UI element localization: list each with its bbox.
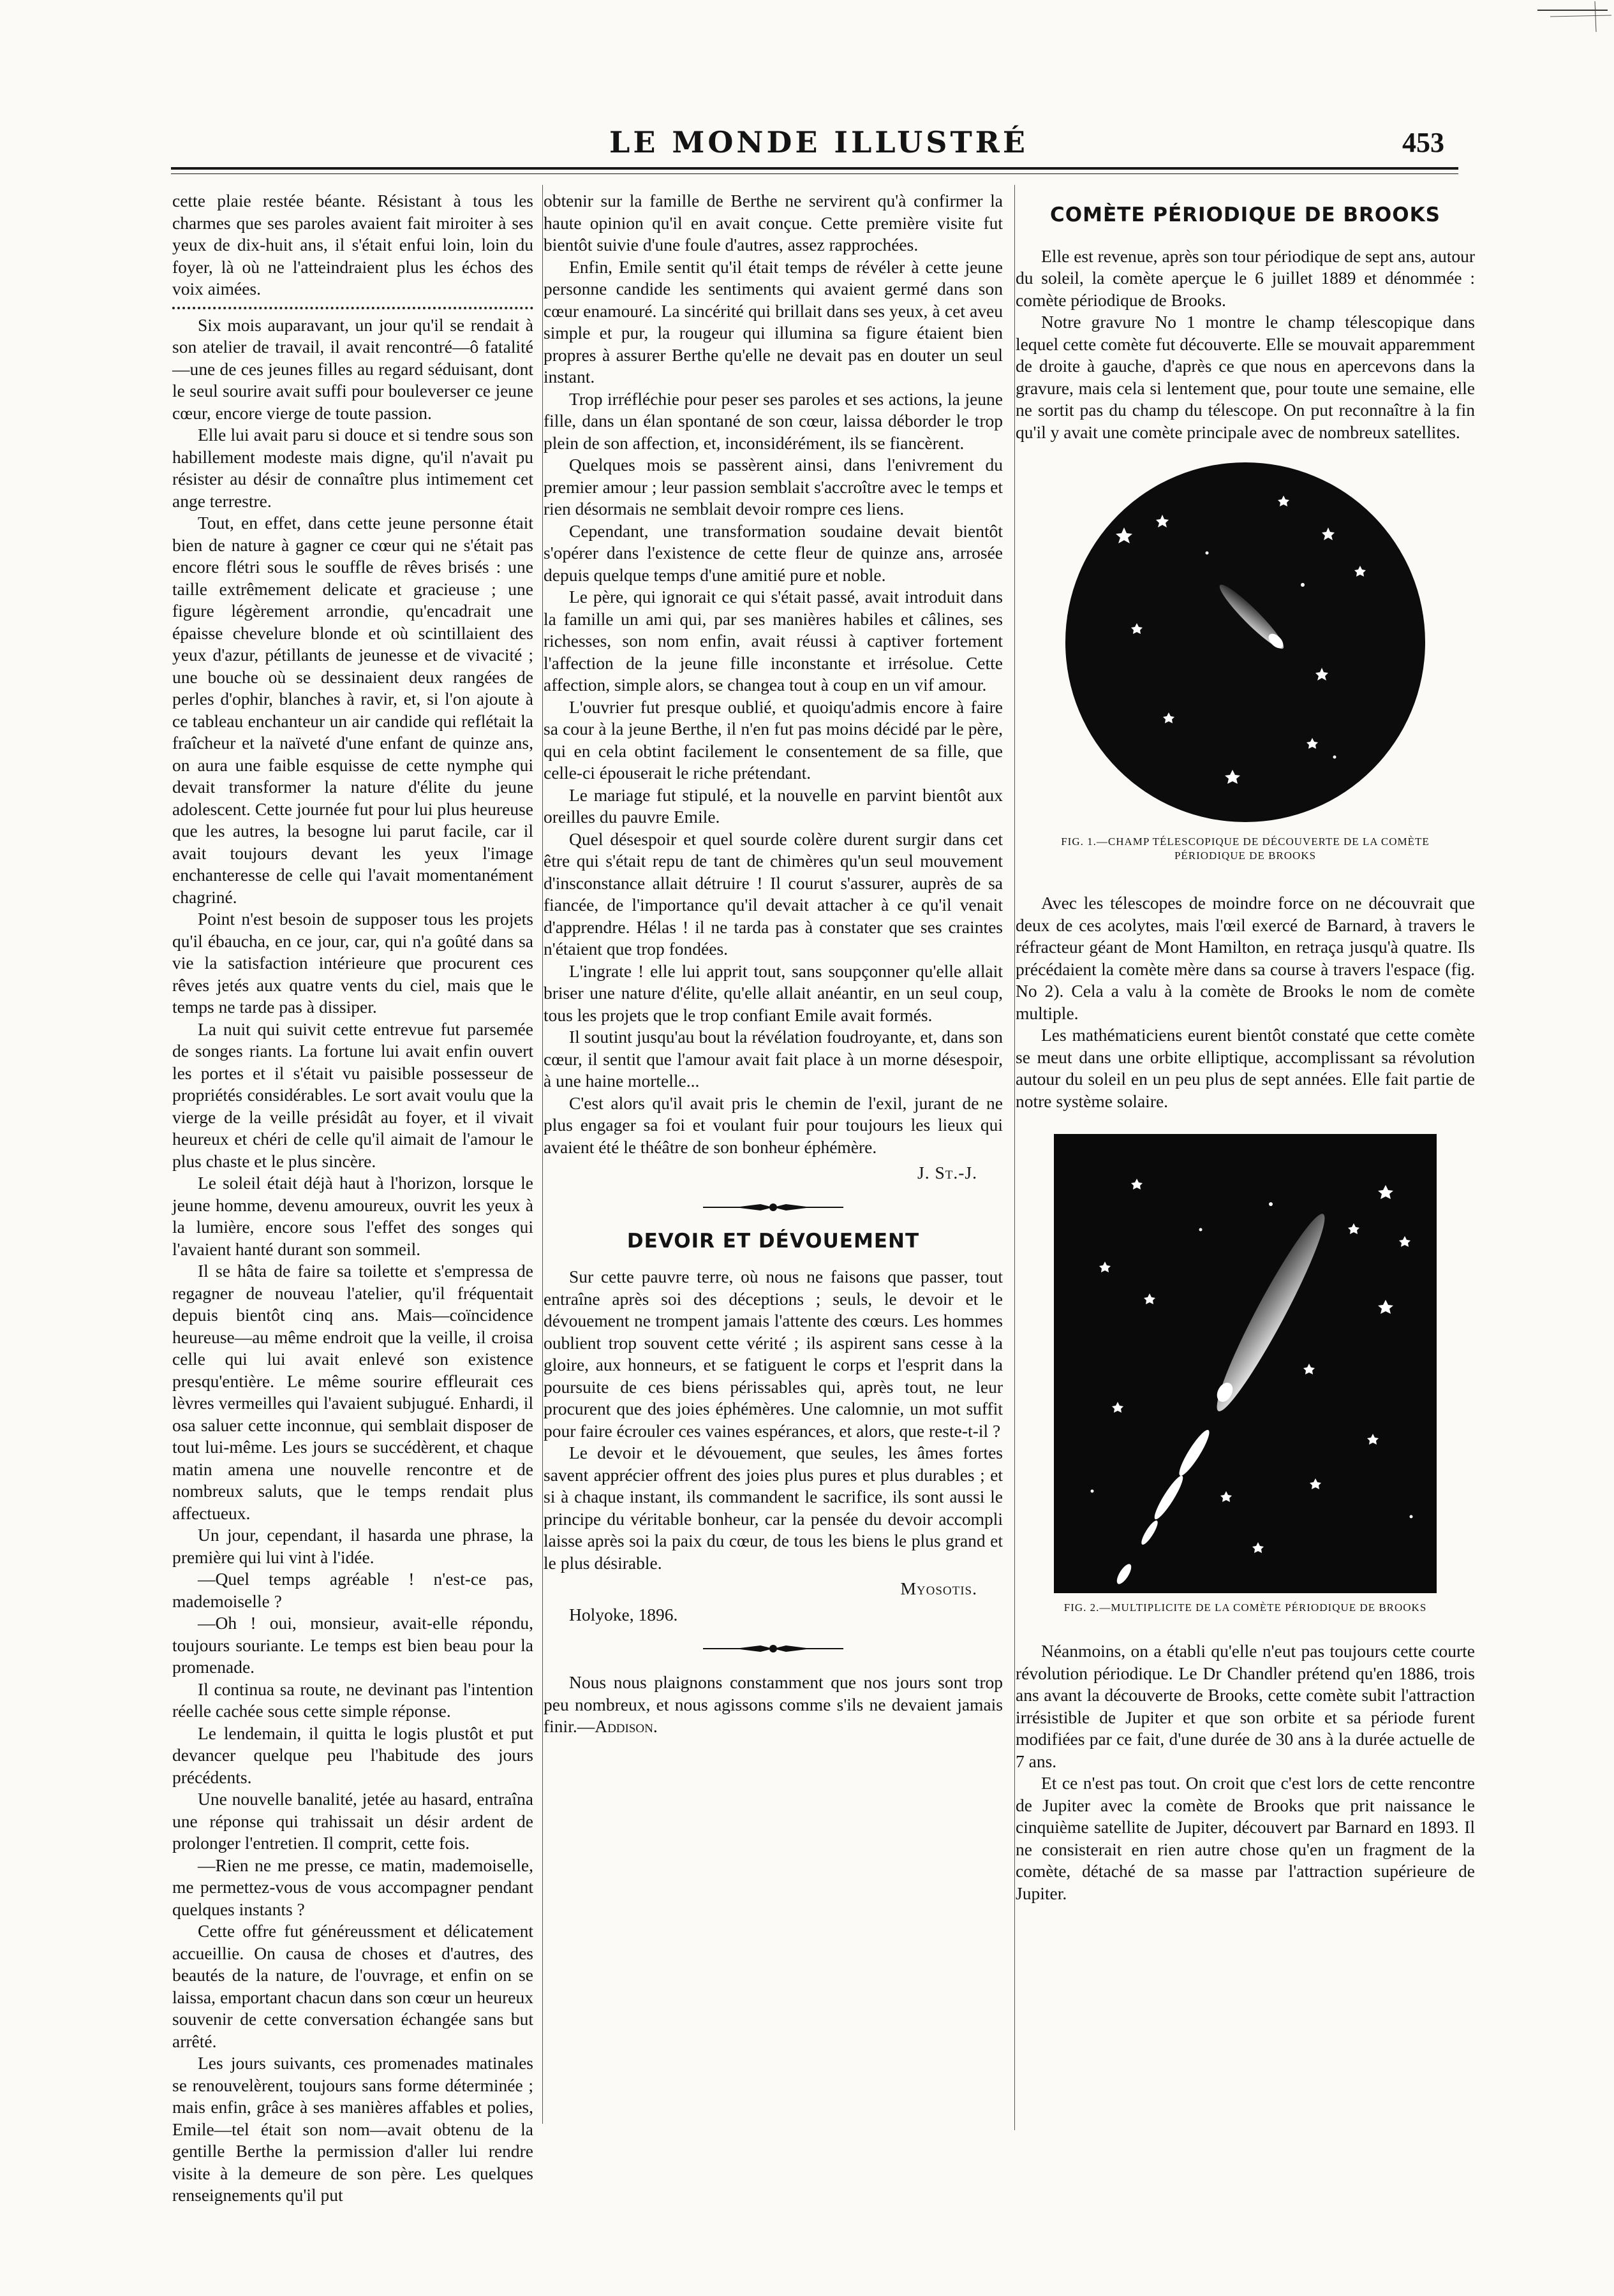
caption-prefix: FIG. 1.— — [1061, 835, 1108, 848]
paragraph: cette plaie restée béante. Résistant à tous les charmes que ses paroles avaient fait miroiter à ses yeux de dix-huit ans, il s'était enfui loin, loin du foyer, là où ne l'atteindraient plus les échos des voix aimées. — [172, 191, 533, 298]
paragraph: Le devoir et le dévouement, que seules, les âmes fortes savent apprécier offrent des joies plus pures et plus durables ; et si à chaque instant, ils commandent le sacrifice, ils sont aussi le principe du véritable bonheur, car la pensée du devoir accompli laisse après soi la paix du cœur, de tous les biens le plus grand et le plus désirable. — [544, 1443, 1003, 1573]
dotted-separator — [172, 303, 533, 309]
paragraph: Tout, en effet, dans cette jeune personne était bien de nature à gagner ce cœur qui ne s'était pas encore flétri sous le souffle de rêves brisés : une taille extrêmement delicate et gracieuse ; une figure légèrement arrondie, qu'encadrait une épaisse chevelure blonde et où scintillaient des yeux d'azur, pétillants de jeunesse et de vivacité ; une bouche où se dessinaient deux rangées de perles d'ophir, blanches à ravir, et, si l'on ajoute à ce tableau enchanteur un air candide qui reflétait la fraîcheur et la naïveté d'une enfant de quinze ans, on aura une faible esquisse de cette nymphe qui devait transformer la nature d'élite du jeune adolescent. Cette journée fut pour lui plus heureuse que les autres, la besogne lui parut facile, car il avait toujours devant les yeux l'image enchanteresse de celle qui l'avait momentanément chagriné. — [172, 513, 533, 907]
paragraph: Le lendemain, il quitta le logis plustôt et put devancer quelque peu l'habitude des jours précédents. — [172, 1723, 533, 1787]
header-rule — [171, 167, 1458, 170]
paragraph: Il soutint jusqu'au bout la révélation foudroyante, et, dans son cœur, il sentit que l'amour avait fait place à un morne désespoir, à une haine mortelle... — [544, 1027, 1003, 1091]
place-date: Holyoke, 1896. — [569, 1604, 678, 1624]
paragraph: Point n'est besoin de supposer tous les projets qu'il ébaucha, en ce jour, car, qui n'a goûté dans sa vie la satisfaction intérieure que procurent ces rêves jetés aux quatre vents du ciel, mais que le temps ne tarde pas à dissiper. — [172, 909, 533, 1017]
paragraph: Quelques mois se passèrent ainsi, dans l'enivrement du premier amour ; leur passion semblait s'accroître avec le temps et rien désormais ne semblait devoir rompre ces liens. — [544, 455, 1003, 519]
column-divider — [1014, 185, 1015, 2130]
paragraph: Trop irréfléchie pour peser ses paroles et ses actions, la jeune fille, dans un élan spontané de son cœur, laissa déborder le trop plein de son affection, et, inconsidérément, ils se fiancèrent. — [544, 388, 1003, 453]
paragraph: Il continua sa route, ne devinant pas l'intention réelle cachée sous cette simple réponse. — [172, 1679, 533, 1721]
quotation — [544, 1672, 1003, 1738]
paragraph: Notre gravure No 1 montre le champ télescopique dans lequel cette comète fut découverte. Elle se mouvait apparemment de droite à gauche, d'après ce que nous en apercevons dans la gravure, mais cela si lentement que, pour toute une semaine, elle ne sortit pas du champ du télescope. On put reconnaître à la fin qu'il y avait une comète principale avec de nombreux satellites. — [1016, 312, 1475, 442]
article-title: DEVOIR ET DÉVOUEMENT — [626, 1229, 920, 1253]
paragraph: Les jours suivants, ces promenades matinales se renouvelèrent, toujours sans forme déterminée ; mais enfin, grâce à ses manières affables et polies, Emile—tel était son nom—avait obtenu de la gentille Berthe la permission d'aller lui rendre visite à la demeure de son père. Les quelques renseignements qu'il put — [172, 2053, 533, 2205]
paragraph: Elle est revenue, après son tour périodique de sept ans, autour du soleil, la comète aperçue le 6 juillet 1889 et dénommée : comète périodique de Brooks. — [1016, 246, 1475, 310]
column-3 — [1016, 190, 1475, 1904]
paragraph: Les mathématiciens eurent bientôt constaté que cette comète se meut dans une orbite elliptique, accomplissant sa révolution autour du soleil en un peu plus de sept années. Elle fait partie de notre système solaire. — [1016, 1025, 1475, 1111]
quotation-author: Addison. — [595, 1716, 658, 1736]
paragraph: Et ce n'est pas tout. On croit que c'est lors de cette rencontre de Jupiter avec la comète de Brooks que prit naissance le cinquième satellite de Jupiter, découvert par Barnard en 1893. Il ne consisterait en rien autre chose qu'en un fragment de la comète, détaché de sa masse par l'attraction supérieure de Jupiter. — [1016, 1773, 1475, 1903]
paragraph: Un jour, cependant, il hasarda une phrase, la première qui lui vint à l'idée. — [172, 1525, 533, 1567]
paragraph: Il se hâta de faire sa toilette et s'empressa de regagner de nouveau l'atelier, qu'il fréquentait depuis bientôt cinq ans. Mais—coïncidence heureuse—au même endroit que la veille, il croisa celle qui lui avait enlevé son existence presqu'entière. Le même sourire effleurait ces lèvres vermeilles qui l'avaient subjugué. Enhardi, il osa saluer cette inconnue, qui semblait disposer de tout lui-même. Les jours se succédèrent, et chaque matin amena une nouvelle rencontre et de nombreux saluts, que le temps rendait plus affectueux. — [172, 1261, 533, 1523]
page-number: 453 — [1402, 127, 1444, 158]
paragraph: C'est alors qu'il avait pris le chemin de l'exil, jurant de ne plus engager sa foi et voulant fuir pour toujours les lieux qui avaient été le théâtre de son bonheur éphémère. — [544, 1093, 1003, 1157]
telescope-field-figure — [1060, 457, 1430, 827]
page-header — [0, 0, 1614, 185]
column-1 — [172, 190, 533, 2207]
paragraph: Le père, qui ignorait ce qui s'était passé, avait introduit dans la famille un ami qui, par ses manières habiles et câlines, ses richesses, son nom enfin, avait réussi à captiver fortement l'affection de la jeune fille inconstante et irrésolue. Cette affection, simple alors, se changea tout à coup en un vif amour. — [544, 587, 1003, 695]
paragraph: Le mariage fut stipulé, et la nouvelle en parvint bientôt aux oreilles du pauvre Emile. — [544, 784, 1003, 827]
paragraph: Six mois auparavant, un jour qu'il se rendait à son atelier de travail, il avait rencontré—ô fatalité—une de ces jeunes filles au regard séduisant, dont le seul sourire avait suffi pour bouleverser ce jeune cœur, encore vierge de toute passion. — [172, 314, 533, 423]
paragraph: Cette offre fut généreussment et délicatement accueillie. On causa de choses et d'autres, des beautés de la nature, de l'ouvrage, et enfin on se laissa, emportant chacun dans son cœur un heureux souvenir de cette conversation échangée sans but arrêté. — [172, 1921, 533, 2051]
column-2 — [544, 190, 1003, 1738]
author-signature: Myosotis. — [900, 1578, 977, 1598]
paragraph: Elle lui avait paru si douce et si tendre sous son habillement modeste mais digne, qu'il n'avait pu résister au désir de connaître plus intimement cet ange terrestre. — [172, 425, 533, 511]
article-title: COMÈTE PÉRIODIQUE DE BROOKS — [1050, 203, 1440, 226]
paragraph: Enfin, Emile sentit qu'il était temps de révéler à cette jeune personne candide les sentiments qui avaient germé dans son cœur enamouré. La sincérité qui brillait dans ses yeux, à cet aveu simple et pur, la rougeur qui illumina sa figure étaient bien propres à assurer Berthe qu'elle ne devait pas en douter un seul instant. — [544, 256, 1003, 386]
ornament-divider — [697, 1642, 850, 1655]
header-rule-thin — [171, 173, 1458, 174]
paragraph: Quel désespoir et quel sourde colère durent surgir dans cet être qui s'était repu de tant de chimères qu'un seul mouvement d'insconstance allait détruire ! Il courut s'assurer, auprès de sa fiancée, de l'importance qu'il devait attacher à ce qu'il venait d'apprendre. Hélas ! il ne tarda pas à constater que ses craintes n'étaient que trop fondées. — [544, 828, 1003, 959]
paragraph: Le soleil était déjà haut à l'horizon, lorsque le jeune homme, devenu amoureux, ouvrit les yeux à la lumière, encore sous l'effet des songes qui l'avaient hanté durant son sommeil. — [172, 1173, 533, 1259]
caption-text: CHAMP TÉLESCOPIQUE DE DÉCOUVERTE DE LA COMÈTE PÉRIODIQUE DE BROOKS — [1107, 835, 1430, 862]
dialogue-line: —Oh ! oui, monsieur, avait-elle répondu, toujours souriante. Le temps est bien beau pour la promenade. — [172, 1613, 533, 1677]
paragraph: La nuit qui suivit cette entrevue fut parsemée de songes riants. La fortune lui avait enfin ouvert les portes et il s'était vu paisible possesseur de propriétés considérables. Le sort avait voulu que la vierge de la veille présidât au foyer, et il vivait heureux et chéri de celle qu'il aimait de l'amour le plus chaste et le plus sincère. — [172, 1019, 533, 1171]
figure-caption — [1028, 835, 1462, 863]
comet-multiplicity-figure — [1054, 1134, 1437, 1593]
paragraph: Néanmoins, on a établi qu'elle n'eut pas toujours cette courte révolution périodique. Le Dr Chandler prétend qu'en 1886, trois ans avant la découverte de Brooks, cette comète subit l'attraction irrésistible de Jupiter et que son orbite et sa période furent modifiées par ce fait, d'une durée de 30 ans à la durée actuelle de 7 ans. — [1016, 1641, 1475, 1771]
quotation-text: Nous nous plaignons constamment que nos jours sont trop peu nombreux, et nous agissons comme s'ils ne devaient jamais finir.— — [544, 1672, 1003, 1736]
figure-caption: FIG. 2.—MULTIPLICITE DE LA COMÈTE PÉRIODIQUE DE BROOKS — [1063, 1601, 1427, 1614]
paragraph: obtenir sur la famille de Berthe ne servirent qu'à confirmer la haute opinion qu'il en avait conçue. Cette première visite fut bientôt suivie d'une foule d'autres, assez rapprochées. — [544, 191, 1003, 254]
paragraph: Avec les télescopes de moindre force on ne découvrait que deux de ces acolytes, mais l'œil exercé de Barnard, à travers le réfracteur géant de Mont Hamilton, en retraça jusqu'à quatre. Ils précédaient la comète mère dans sa course à travers l'espace (fig. No 2). Cela a valu à la comète de Brooks le nom de comète multiple. — [1016, 893, 1475, 1023]
paragraph: Cependant, une transformation soudaine devait bientôt s'opérer dans l'existence de cette fleur de quinze ans, arrosée depuis quelque temps d'une amitié pure et noble. — [544, 520, 1003, 585]
dialogue-line: —Rien ne me presse, ce matin, mademoiselle, me permettez-vous de vous accompagner pendant quelques instants ? — [172, 1855, 533, 1919]
author-signature: J. St.-J. — [917, 1163, 977, 1182]
ornament-divider — [697, 1201, 850, 1214]
column-divider — [542, 185, 543, 2124]
paragraph: Une nouvelle banalité, jetée au hasard, entraîna une réponse qui trahissait un désir ardent de prolonger l'entretien. Il comprit, cette fois. — [172, 1789, 533, 1853]
dialogue-line: —Quel temps agréable ! n'est-ce pas, mademoiselle ? — [172, 1569, 533, 1611]
paragraph: L'ingrate ! elle lui apprit tout, sans soupçonner qu'elle allait briser une nature d'élite, qu'elle allait anéantir, en un seul coup, tous les projets que le trop confiant Emile avait formés. — [544, 960, 1003, 1025]
registration-marks — [1525, 0, 1614, 38]
running-title: LE MONDE ILLUSTRÉ — [609, 125, 1028, 159]
paragraph: Sur cette pauvre terre, où nous ne faisons que passer, tout entraîne après soi des déceptions ; seuls, le devoir et le dévouement ne trompent jamais l'attente des cœurs. Les hommes oublient trop souvent cette vérité ; ils aspirent sans cesse à la gloire, aux honneurs, et se fatiguent le corps et l'esprit dans la poursuite de ces biens périssables qui, après tout, ne leur procurent que des joies éphémères. Une calomnie, un mot suffit pour faire écrouler ces vaines espérances, et alors, que reste-t-il ? — [544, 1267, 1003, 1441]
paragraph: L'ouvrier fut presque oublié, et quoiqu'admis encore à faire sa cour à la jeune Berthe, il n'en fut pas moins décidé par le père, qui en cela obtint facilement le consentement de sa fille, que celle-ci épouserait le riche prétendant. — [544, 696, 1003, 783]
